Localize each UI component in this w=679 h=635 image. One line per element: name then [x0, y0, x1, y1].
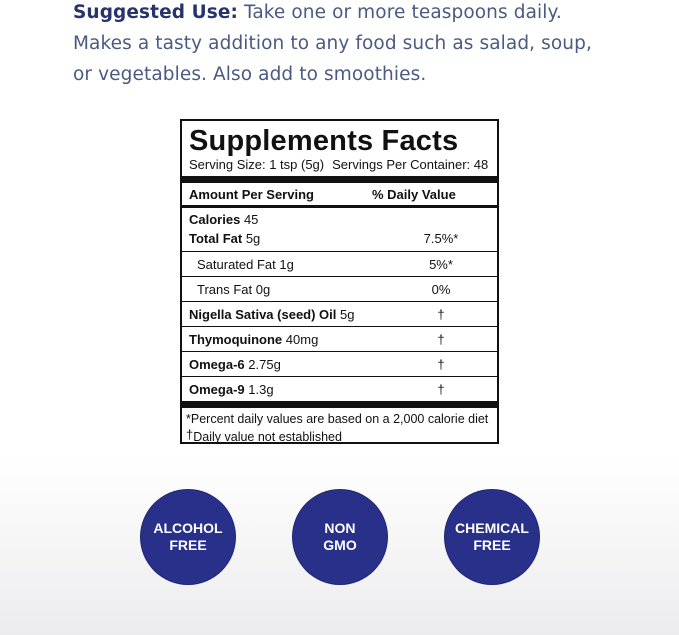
nutrient-dv: †: [437, 381, 445, 397]
nutrient-amount: 1g: [279, 256, 294, 272]
supplement-facts-title: Supplements Facts: [189, 125, 459, 157]
footnote-percent-daily-values: *Percent daily values are based on a 2,000 calorie diet: [186, 412, 489, 426]
nutrient-dv: 7.5%*: [423, 231, 459, 246]
badge-line-1: CHEMICAL: [455, 520, 529, 536]
nutrient-name: Total Fat: [189, 231, 243, 246]
nutrient-dv: †: [437, 306, 445, 322]
nutrient-dv: †: [437, 331, 445, 347]
dagger-mark: †: [186, 427, 194, 442]
footnote-2-text: Daily value not established: [193, 430, 342, 444]
badge-line-2: GMO: [323, 537, 357, 553]
alcohol-free-badge: [141, 490, 235, 584]
nutrient-name: Thymoquinone: [189, 331, 283, 347]
badge-line-1: NON: [324, 520, 356, 536]
calories-amount: 45: [243, 212, 259, 227]
chemical-free-badge: [445, 490, 539, 584]
nutrient-name: Omega-6: [189, 356, 245, 372]
suggested-use-label: Suggested Use:: [73, 2, 238, 23]
suggested-use-line-1-text: Take one or more teaspoons daily.: [243, 2, 562, 23]
calories-label: Calories: [189, 212, 241, 227]
serving-size: Serving Size: 1 tsp (5g): [189, 157, 325, 172]
nutrient-dv: 5%*: [429, 256, 453, 272]
servings-per-container: Servings Per Container: 48: [332, 157, 489, 172]
non-gmo-badge: [293, 490, 387, 584]
badge-line-1: ALCOHOL: [153, 520, 223, 536]
nutrient-amount: 40mg: [285, 331, 319, 347]
badge-line-2: FREE: [473, 537, 511, 553]
nutrient-name: Nigella Sativa (seed) Oil: [189, 306, 337, 322]
nutrient-name: Trans Fat: [197, 281, 253, 297]
daily-value-header: % Daily Value: [372, 186, 456, 202]
nutrient-amount: 5g: [245, 231, 261, 246]
nutrient-amount: 5g: [340, 306, 355, 322]
nutrient-dv: 0%: [431, 281, 451, 297]
nutrient-amount: 0g: [255, 281, 271, 297]
nutrient-amount: 2.75g: [248, 356, 281, 372]
nutrient-amount: 1.3g: [248, 381, 274, 397]
badge-line-2: FREE: [169, 537, 207, 553]
nutrient-dv: †: [437, 356, 445, 372]
suggested-use-line-2: Makes a tasty addition to any food such as salad, soup,: [73, 33, 592, 54]
nutrient-name: Saturated Fat: [197, 256, 276, 272]
suggested-use-line-3: or vegetables. Also add to smoothies.: [73, 64, 427, 85]
amount-per-serving-header: Amount Per Serving: [189, 186, 314, 202]
nutrient-name: Omega-9: [189, 381, 245, 397]
